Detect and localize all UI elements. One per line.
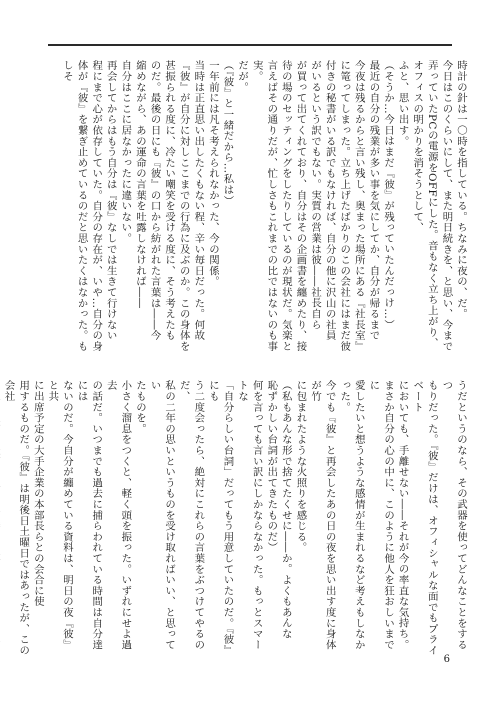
text-line: 『彼』が自分に対しここまでの行為に及ぶのか。この身体を (177, 60, 190, 352)
text-line: 実。 (250, 60, 263, 82)
text-line: 弄っていたPCの電源をOFFにした。音もなく立ち上がり、 (425, 60, 438, 349)
text-line: 甚振られる度に、冷たい嘲笑を受ける度に、そう考えたも (163, 60, 176, 341)
text-line: う二度会ったら、絶対にこれらの言葉をぶつけてやるのだ、 (177, 380, 205, 650)
text-line: 恥ずかしい台詞が出てきたものだ） (265, 380, 278, 553)
text-line: に篭ってしまった。立ち上げたばかりのこの会社にはまだ彼 (338, 60, 351, 352)
lower-text-block (2, 380, 468, 658)
text-line: 縮めながら、あの運命の言葉を吐露しなければ―― (133, 60, 146, 309)
text-line: 程にまで心が依存していた。自分の存在が、いや…自分の身 (90, 60, 103, 352)
text-line: がいるという訳でもない。実質の営業は彼――社長自ら (309, 60, 322, 330)
text-line: （『彼』と一緒だから…私は） (221, 60, 234, 206)
page-number: 6 (443, 654, 450, 665)
text-line: オフィスの明かりを消そうとして、 (411, 60, 424, 233)
text-line: においても、手離せない――それが今の率直な気持ち。 (396, 380, 409, 650)
text-line: たものを。 (133, 380, 146, 434)
text-line: 小さく溜息をつくと、軽く頭を振った。いずれにせよ過去 (104, 380, 132, 650)
text-line: まさか自分の心の中に、このように他人を狂おしいまでに (367, 380, 395, 650)
text-line: 時計の針は一〇時を指している。ちなみに夜の、だ。 (455, 60, 467, 320)
text-line: 最近の自分の残業が多い事を気にしてか、自分が帰るまで (367, 60, 380, 341)
text-line: のだ。最後の日にも『彼』の口から紡がれた言葉は――今 (148, 60, 161, 341)
text-line: に出席予定の大手企業の本部長らとの会合に使 (31, 380, 44, 607)
header-rule (48, 44, 452, 46)
text-line: 待の場のセッティングをしたりしているのが現状だ。気楽と (279, 60, 292, 352)
text-line: 私の二年の思いというものを受け取ればいい、と思ってい (148, 380, 176, 650)
text-line: に包まれたような火照りを感じる。 (294, 380, 307, 553)
upper-text-block (33, 60, 468, 360)
text-line: 体が『彼』を繋ぎ止めているのだと思いたくはなかった。もしそ (60, 60, 88, 352)
text-line: 「自分らしい台詞」だってもう用意していたのだ。『彼』にも (206, 380, 234, 656)
text-line: 当時は正直思い出したくもない程、辛い毎日だった。何故 (192, 60, 205, 341)
text-line: 何を言っても言い訳にしかならなかった。もっとスマートな (236, 380, 263, 650)
text-line: だが。 (236, 60, 249, 93)
text-line (0, 380, 1, 658)
text-line: 今日はこのくらいにして、また明日続きを、と思い、今まで (440, 60, 453, 352)
text-line: の話だ。いつまでも過去に捕らわれている時間は自分達には (75, 380, 103, 650)
text-line: うだというのなら、その武器を使ってどんなことをするつ (440, 380, 467, 650)
text-line: （私もあんな形で捨てたくせに――か。よくもあんな (279, 380, 292, 640)
text-line: 今でも『彼』と再会したあの日の夜を思い出す度に身体が竹 (309, 380, 336, 650)
text-line: 愛したいと想うような感情が生まれるなど考えもしなかった。 (338, 380, 365, 650)
text-line: ふと、思い出す。 (396, 60, 409, 147)
text-line: 今夜は残るからと言い残し、奥まった場所にある『社長室』 (352, 60, 365, 352)
text-line: もりだった。『彼』だけは、オフィシャルな面でもプライベート (411, 380, 438, 656)
text-line: 言えばその通りだが、忙しさもこれまでの比ではないのも事 (265, 60, 278, 352)
text-line: 付きの秘書がいる訳でもなければ、自分の他に沢山の社員 (323, 60, 336, 341)
text-line: 再会してからはもう自分は『彼』なしでは生きて行けない (104, 60, 117, 341)
text-line: 一年前には凡そ考えられなかった、今の関係。 (206, 60, 219, 287)
text-line: が買って出てくれており、自分はその企画書を纏めたり、接 (294, 60, 307, 352)
text-line: ないのだ。今自分が纏めている資料は、明日の夜『彼』と共 (46, 380, 73, 650)
text-line: 自分はここに居なかったに違いない。 (119, 60, 132, 244)
text-line: 用するものだ。『彼』は明後日土曜日ではあったが、この会社 (2, 380, 30, 656)
text-line: （そうか…今日はまだ『彼』が残っていたんだっけ…） (382, 60, 395, 330)
